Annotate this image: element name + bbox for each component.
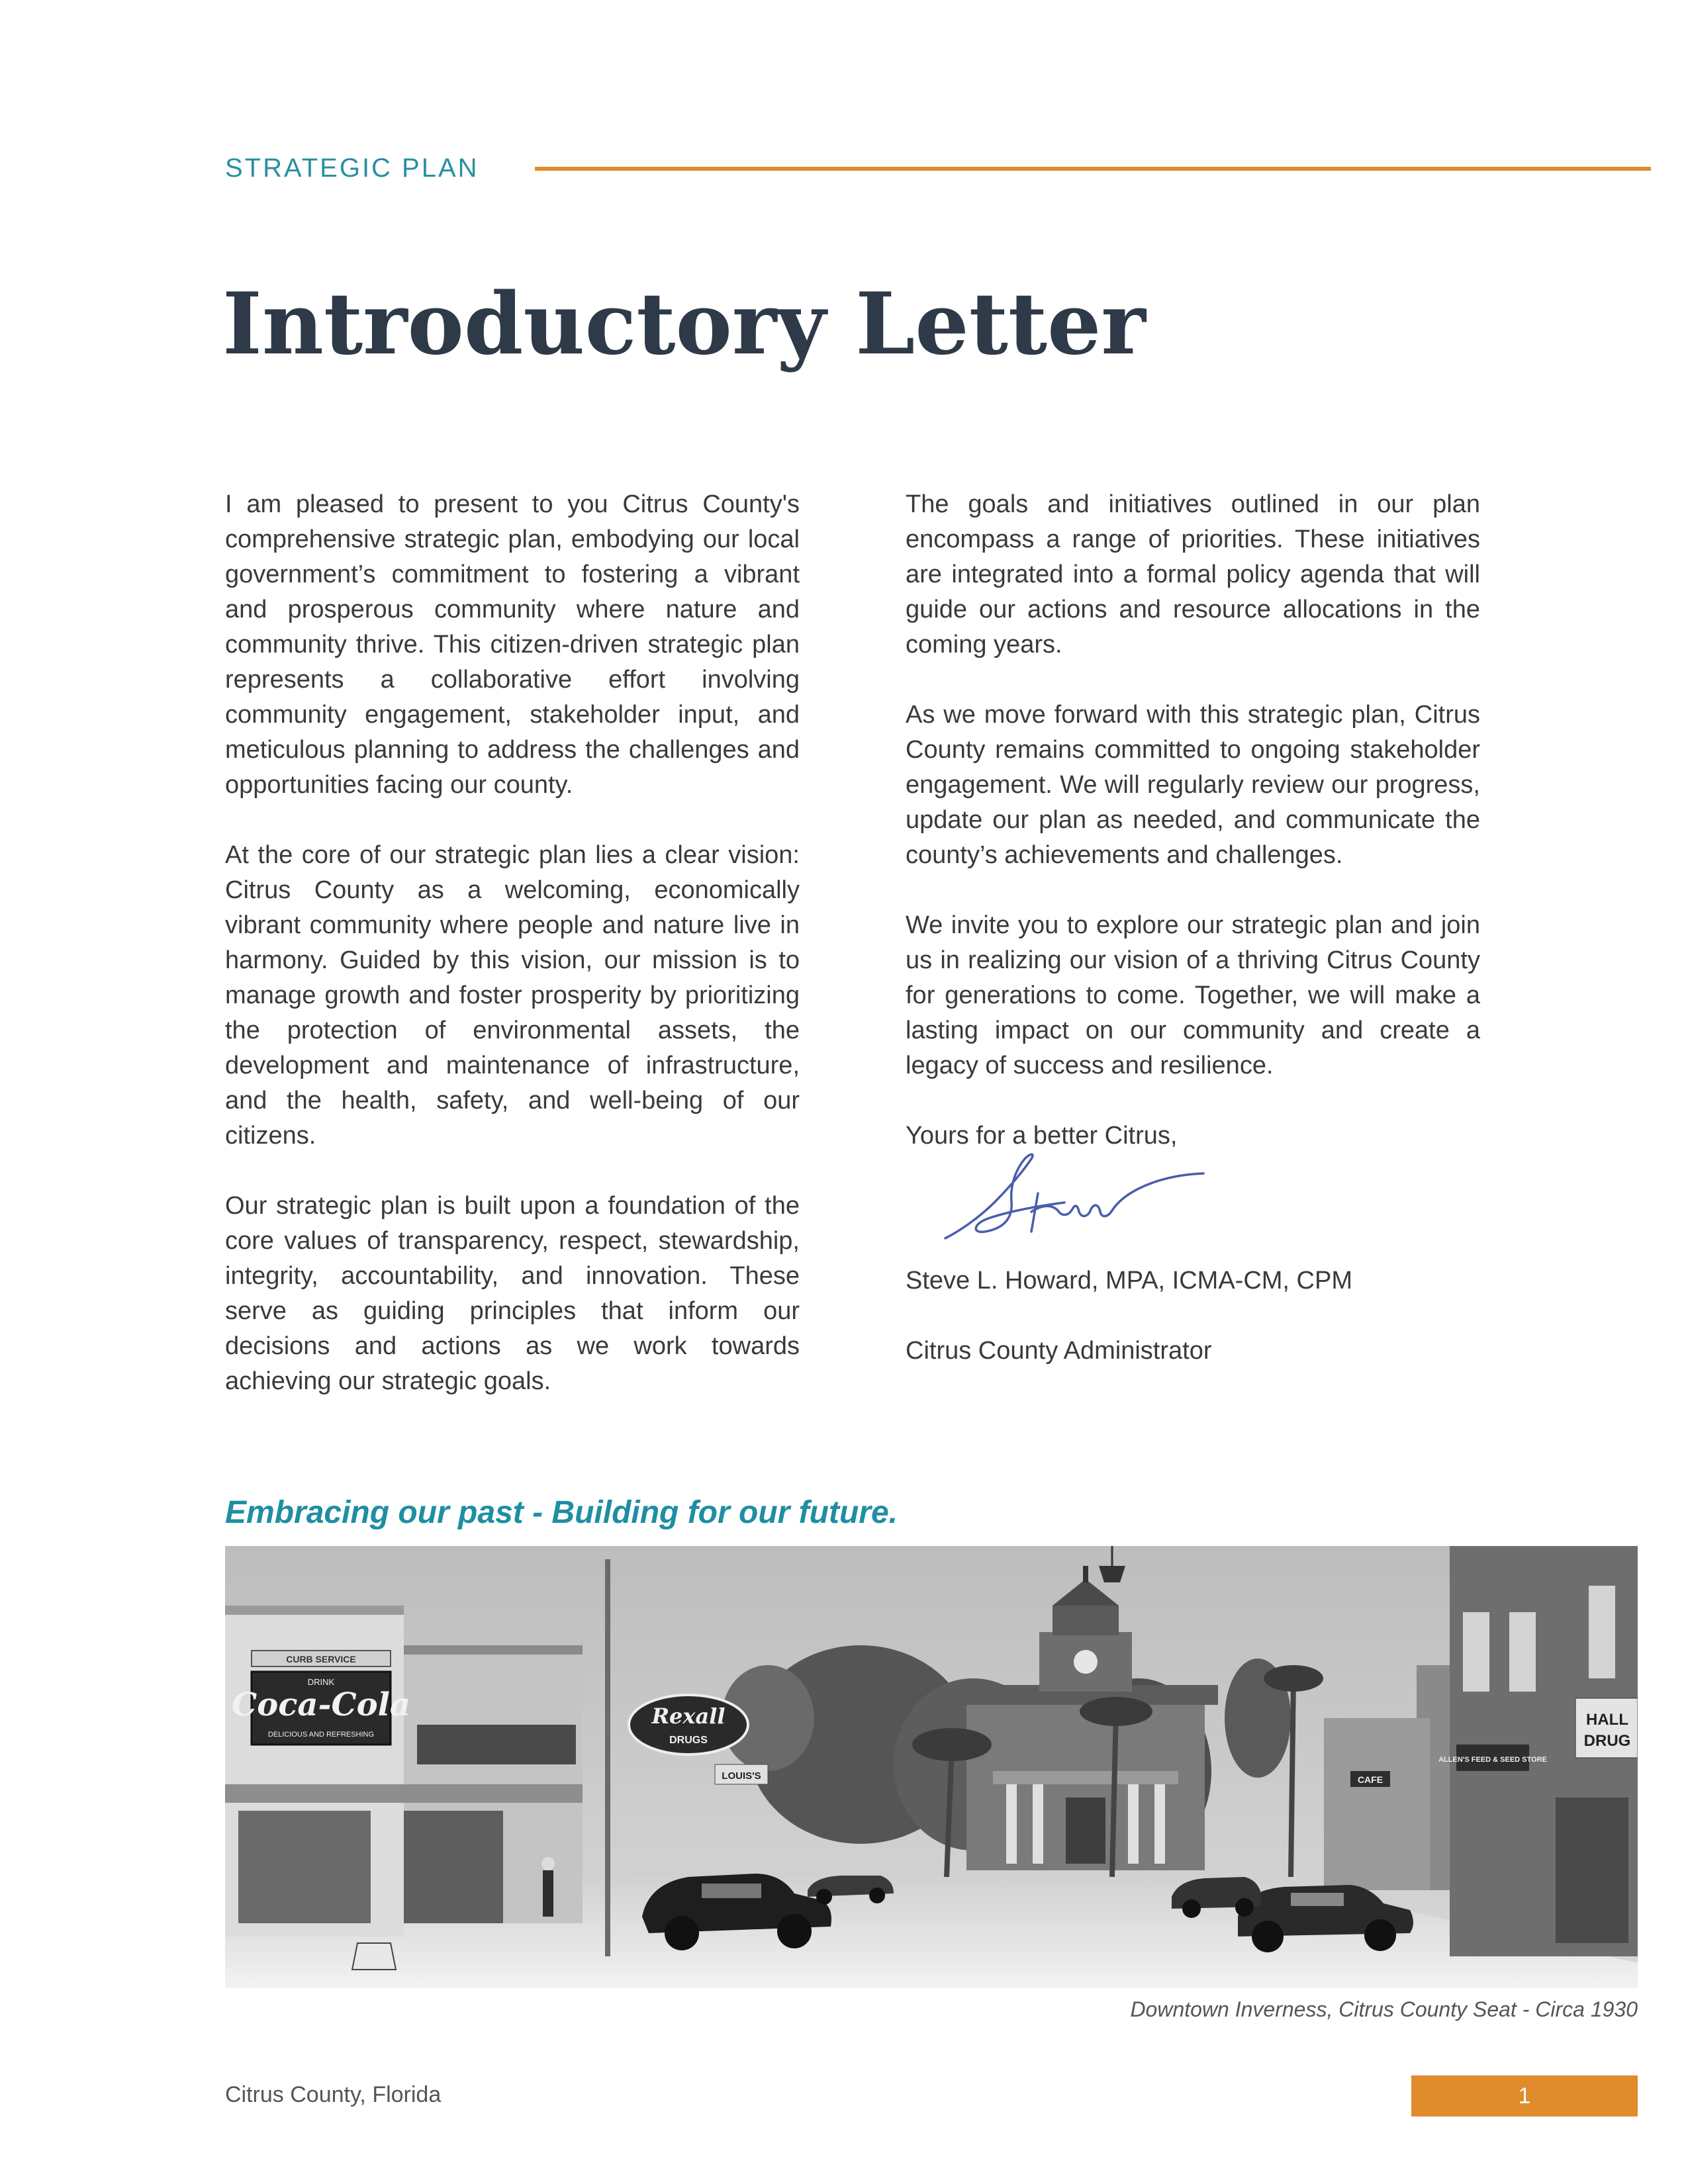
louis-sign: LOUIS'S (722, 1770, 761, 1782)
drink-sign: DRINK (307, 1677, 335, 1687)
coca-cola-sign: Coca-Cola (231, 1686, 411, 1723)
signer-name: Steve L. Howard, MPA, ICMA-CM, CPM (906, 1267, 1352, 1295)
hall-drugs-sign: DRUG (1583, 1732, 1631, 1750)
letter-paragraph: I am pleased to present to you Citrus County's comprehensive strategic plan, embodying our local government’s commitment to fostering a vibrant and prosperous community where nature and community thrive. This citizen-driven strategic plan represents a collaborative effort involving community engagement, stakeholder input, and meticulous planning to address the challenges and opportunities facing our county. (225, 490, 800, 799)
letter-paragraph: The goals and initiatives outlined in our plan encompass a range of priorities. These initiatives are integrated into a formal policy agenda that will guide our actions and resource allocations in the coming years. (906, 490, 1480, 659)
letter-paragraph: We invite you to explore our strategic plan and join us in realizing our vision of a thriving Citrus County for generations to come. Together, we will make a lasting impact on our community and create a legacy of success and resilience. (906, 911, 1480, 1079)
drugs-sign: DRUGS (669, 1735, 708, 1746)
letter-paragraph: As we move forward with this strategic plan, Citrus County remains committed to ongoing stakeholder engagement. We will regularly review our progress, update our plan as needed, and communicate the county’s achievements and challenges. (906, 701, 1480, 869)
curb-service-sign: CURB SERVICE (286, 1654, 356, 1664)
page-number-badge: 1 (1411, 2075, 1638, 2116)
letter-closing: Yours for a better Citrus, (906, 1122, 1178, 1150)
photo-caption: Downtown Inverness, Citrus County Seat - Circa 1930 (1130, 1997, 1638, 2021)
signer-title: Citrus County Administrator (906, 1337, 1212, 1365)
historic-downtown-photo (225, 1546, 1638, 1988)
signature-image (932, 1139, 1217, 1258)
letter-paragraph: At the core of our strategic plan lies a clear vision: Citrus County as a welcoming, economically vibrant community where people and nature live in harmony. Guided by this vision, our mission is to manage growth and foster prosperity by prioritizing the protection of environmental assets, the development and maintenance of infrastructure, and the health, safety, and well-being of our citizens. (225, 841, 800, 1150)
delicious-sign: DELICIOUS AND REFRESHING (267, 1731, 375, 1739)
letter-left-column (225, 487, 800, 1434)
header-rule (535, 167, 1651, 171)
rexall-sign: Rexall (651, 1704, 726, 1729)
feed-store-sign: ALLEN'S FEED & SEED STORE (1438, 1756, 1547, 1764)
cafe-sign: CAFE (1357, 1774, 1383, 1785)
section-label: STRATEGIC PLAN (225, 154, 479, 183)
page-title: Introductory Letter (222, 275, 1146, 374)
footer-location: Citrus County, Florida (225, 2082, 442, 2107)
tagline: Embracing our past - Building for our future. (225, 1495, 898, 1530)
hall-sign: HALL (1586, 1711, 1628, 1729)
letter-paragraph: Our strategic plan is built upon a foundation of the core values of transparency, respect, stewardship, integrity, accountability, and innovation. These serve as guiding principles that inform our decisions and actions as we work towards achieving our strategic goals. (225, 1192, 800, 1395)
letter-right-column (906, 487, 1480, 1404)
